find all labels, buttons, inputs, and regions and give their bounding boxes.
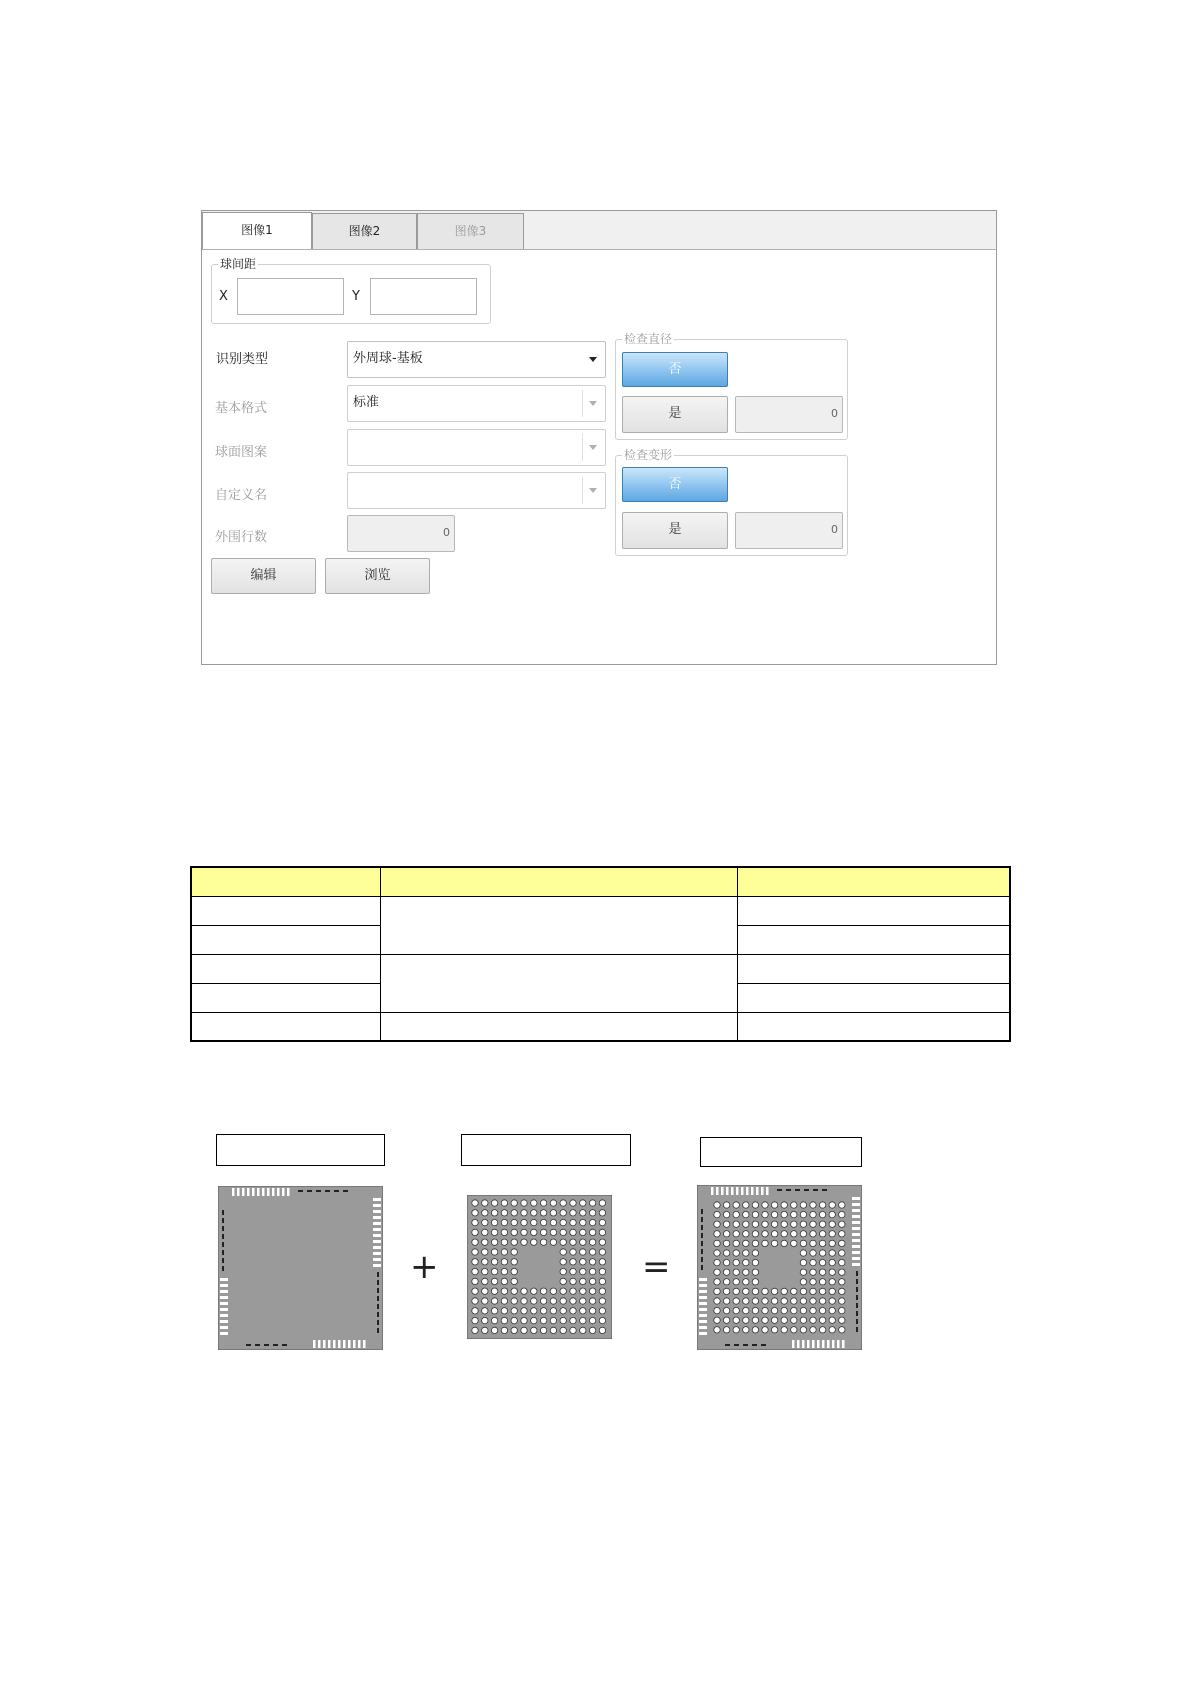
chevron-down-icon <box>589 445 597 450</box>
tab-image-2[interactable]: 图像2 <box>312 213 417 249</box>
check-diameter-value[interactable]: 0 <box>735 396 843 433</box>
chevron-down-icon <box>589 401 597 406</box>
edit-button[interactable]: 编辑 <box>211 558 316 594</box>
table-cell <box>737 954 1010 983</box>
pitch-x-label: X <box>219 289 228 304</box>
ball-pattern-label: 球面图案 <box>215 445 268 460</box>
outer-rows-input[interactable]: 0 <box>347 515 455 552</box>
tab-image-1[interactable]: 图像1 <box>202 212 312 249</box>
table-cell <box>191 925 380 954</box>
table-cell <box>380 896 737 954</box>
table-header-row <box>191 867 1010 896</box>
caption-box-combined <box>700 1137 862 1167</box>
check-deform-value[interactable]: 0 <box>735 512 843 549</box>
browse-button[interactable]: 浏览 <box>325 558 430 594</box>
tab-image-3[interactable]: 图像3 <box>417 213 524 249</box>
table-row <box>191 896 1010 925</box>
basic-format-label: 基本格式 <box>215 401 268 416</box>
equals-symbol: = <box>642 1247 671 1287</box>
chevron-down-icon <box>589 357 597 362</box>
basic-format-value: 标准 <box>353 395 380 410</box>
table-cell <box>737 983 1010 1012</box>
pitch-y-input[interactable] <box>370 278 477 315</box>
table-cell <box>737 896 1010 925</box>
basic-format-select[interactable] <box>347 385 606 422</box>
table-cell <box>737 925 1010 954</box>
recognition-type-value: 外周球-基板 <box>353 351 423 366</box>
table-cell <box>191 954 380 983</box>
check-deform-group-label: 检查变形 <box>624 448 673 462</box>
pitch-y-label: Y <box>352 289 360 304</box>
custom-name-label: 自定义名 <box>215 488 268 503</box>
check-diameter-no-button[interactable]: 否 <box>622 352 728 387</box>
table-cell <box>191 1012 380 1041</box>
combined-pattern-image <box>697 1185 862 1350</box>
check-diameter-group-label: 检查直径 <box>624 332 673 346</box>
caption-box-substrate <box>216 1134 385 1166</box>
table-cell <box>380 867 737 896</box>
table-cell <box>191 983 380 1012</box>
ball-recognition-panel <box>201 210 997 665</box>
table-cell <box>380 954 737 1012</box>
table-cell <box>380 1012 737 1041</box>
outer-rows-label: 外围行数 <box>215 530 268 545</box>
ball-pattern-select[interactable] <box>347 429 606 466</box>
check-diameter-yes-button[interactable]: 是 <box>622 396 728 433</box>
ball-pitch-group-label: 球间距 <box>220 257 257 271</box>
plus-symbol: + <box>410 1247 439 1287</box>
table-cell <box>737 867 1010 896</box>
table-row <box>191 954 1010 983</box>
table-cell <box>191 867 380 896</box>
check-deform-no-button[interactable]: 否 <box>622 467 728 502</box>
parameter-table <box>190 866 1011 1042</box>
table-cell <box>737 1012 1010 1041</box>
recognition-type-label: 识别类型 <box>216 352 269 367</box>
pitch-x-input[interactable] <box>237 278 344 315</box>
ball-grid-pattern-image <box>467 1195 612 1339</box>
substrate-pattern-image <box>218 1186 383 1350</box>
custom-name-select[interactable] <box>347 472 606 509</box>
table-row <box>191 1012 1010 1041</box>
tab-bar <box>202 211 996 250</box>
caption-box-outer-balls <box>461 1134 631 1166</box>
recognition-type-select[interactable] <box>347 341 606 378</box>
table-cell <box>191 896 380 925</box>
chevron-down-icon <box>589 488 597 493</box>
check-deform-yes-button[interactable]: 是 <box>622 512 728 549</box>
